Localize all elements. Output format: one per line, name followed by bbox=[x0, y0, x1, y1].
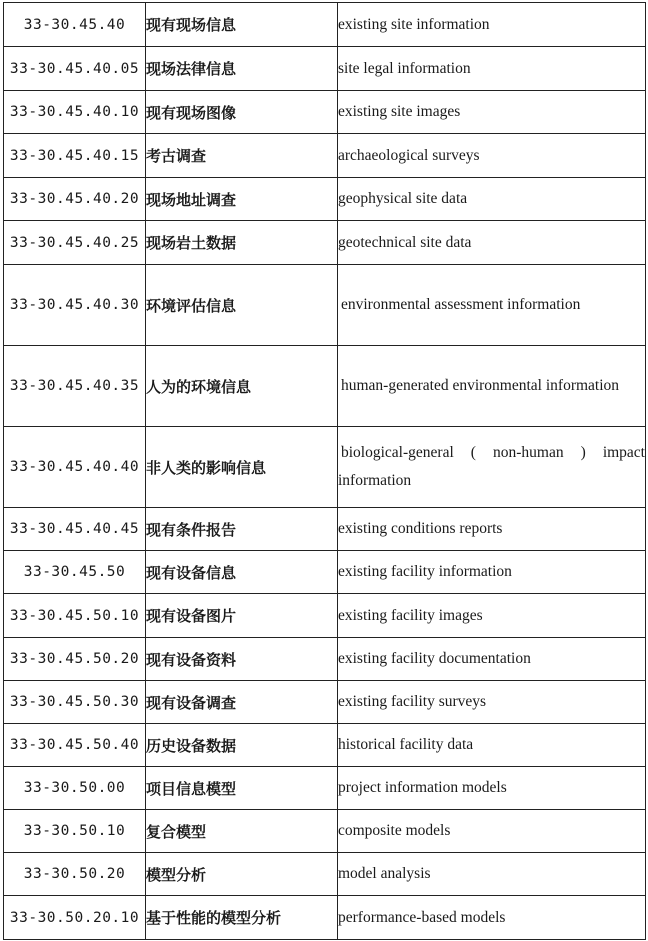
chinese-term-cell: 复合模型 bbox=[146, 810, 338, 853]
english-term-cell: human-generated environmental information bbox=[338, 346, 646, 427]
code-cell: 33-30.45.40.25 bbox=[4, 221, 146, 265]
table-row bbox=[4, 134, 646, 178]
table-row bbox=[4, 767, 646, 810]
table-row bbox=[4, 3, 646, 47]
code-cell: 33-30.45.50.40 bbox=[4, 724, 146, 767]
chinese-term-cell: 现有现场图像 bbox=[146, 91, 338, 134]
code-cell: 33-30.45.40.15 bbox=[4, 134, 146, 178]
chinese-term-cell: 基于性能的模型分析 bbox=[146, 896, 338, 940]
chinese-term-cell: 现有条件报告 bbox=[146, 508, 338, 551]
code-cell: 33-30.50.00 bbox=[4, 767, 146, 810]
code-cell: 33-30.45.50.10 bbox=[4, 594, 146, 638]
english-term-cell: existing site information bbox=[338, 3, 646, 47]
table-row bbox=[4, 681, 646, 724]
chinese-term-cell: 现有设备图片 bbox=[146, 594, 338, 638]
code-cell: 33-30.45.40.35 bbox=[4, 346, 146, 427]
table-row bbox=[4, 508, 646, 551]
english-term-cell: historical facility data bbox=[338, 724, 646, 767]
code-cell: 33-30.45.40 bbox=[4, 3, 146, 47]
code-cell: 33-30.45.50.20 bbox=[4, 638, 146, 681]
english-term-cell: existing conditions reports bbox=[338, 508, 646, 551]
chinese-term-cell: 现场地址调查 bbox=[146, 178, 338, 221]
table-row bbox=[4, 346, 646, 427]
table-row bbox=[4, 91, 646, 134]
code-cell: 33-30.50.20.10 bbox=[4, 896, 146, 940]
table-row bbox=[4, 638, 646, 681]
chinese-term-cell: 现有现场信息 bbox=[146, 3, 338, 47]
chinese-term-cell: 环境评估信息 bbox=[146, 265, 338, 346]
table-row bbox=[4, 265, 646, 346]
chinese-term-cell: 人为的环境信息 bbox=[146, 346, 338, 427]
code-cell: 33-30.45.50.30 bbox=[4, 681, 146, 724]
chinese-term-cell: 现有设备调查 bbox=[146, 681, 338, 724]
english-term-cell: existing facility information bbox=[338, 551, 646, 594]
chinese-term-cell: 模型分析 bbox=[146, 853, 338, 896]
english-term-cell: project information models bbox=[338, 767, 646, 810]
table-row bbox=[4, 724, 646, 767]
english-term-cell: geophysical site data bbox=[338, 178, 646, 221]
chinese-term-cell: 非人类的影响信息 bbox=[146, 427, 338, 508]
english-term-cell: site legal information bbox=[338, 47, 646, 91]
english-term-cell: biological-general ( non-human ) impact information bbox=[338, 427, 646, 508]
english-term-cell: existing facility surveys bbox=[338, 681, 646, 724]
chinese-term-cell: 考古调查 bbox=[146, 134, 338, 178]
english-term-cell: geotechnical site data bbox=[338, 221, 646, 265]
code-cell: 33-30.45.40.10 bbox=[4, 91, 146, 134]
english-term-cell: performance-based models bbox=[338, 896, 646, 940]
table-row bbox=[4, 896, 646, 940]
english-term-cell: environmental assessment information bbox=[338, 265, 646, 346]
chinese-term-cell: 历史设备数据 bbox=[146, 724, 338, 767]
table-row bbox=[4, 178, 646, 221]
english-term-cell: composite models bbox=[338, 810, 646, 853]
english-term-cell: existing facility images bbox=[338, 594, 646, 638]
code-cell: 33-30.45.40.20 bbox=[4, 178, 146, 221]
table-row bbox=[4, 47, 646, 91]
code-cell: 33-30.45.50 bbox=[4, 551, 146, 594]
english-term-cell: model analysis bbox=[338, 853, 646, 896]
code-cell: 33-30.50.20 bbox=[4, 853, 146, 896]
chinese-term-cell: 项目信息模型 bbox=[146, 767, 338, 810]
code-cell: 33-30.50.10 bbox=[4, 810, 146, 853]
code-cell: 33-30.45.40.30 bbox=[4, 265, 146, 346]
table-row bbox=[4, 551, 646, 594]
chinese-term-cell: 现场岩土数据 bbox=[146, 221, 338, 265]
table-row bbox=[4, 853, 646, 896]
english-term-cell: archaeological surveys bbox=[338, 134, 646, 178]
english-term-cell: existing site images bbox=[338, 91, 646, 134]
classification-table bbox=[3, 2, 646, 940]
table-row bbox=[4, 427, 646, 508]
table-row bbox=[4, 221, 646, 265]
code-cell: 33-30.45.40.40 bbox=[4, 427, 146, 508]
table-row bbox=[4, 594, 646, 638]
english-term-cell: existing facility documentation bbox=[338, 638, 646, 681]
table-body bbox=[4, 3, 646, 940]
code-cell: 33-30.45.40.05 bbox=[4, 47, 146, 91]
code-cell: 33-30.45.40.45 bbox=[4, 508, 146, 551]
chinese-term-cell: 现场法律信息 bbox=[146, 47, 338, 91]
chinese-term-cell: 现有设备资料 bbox=[146, 638, 338, 681]
table-row bbox=[4, 810, 646, 853]
chinese-term-cell: 现有设备信息 bbox=[146, 551, 338, 594]
